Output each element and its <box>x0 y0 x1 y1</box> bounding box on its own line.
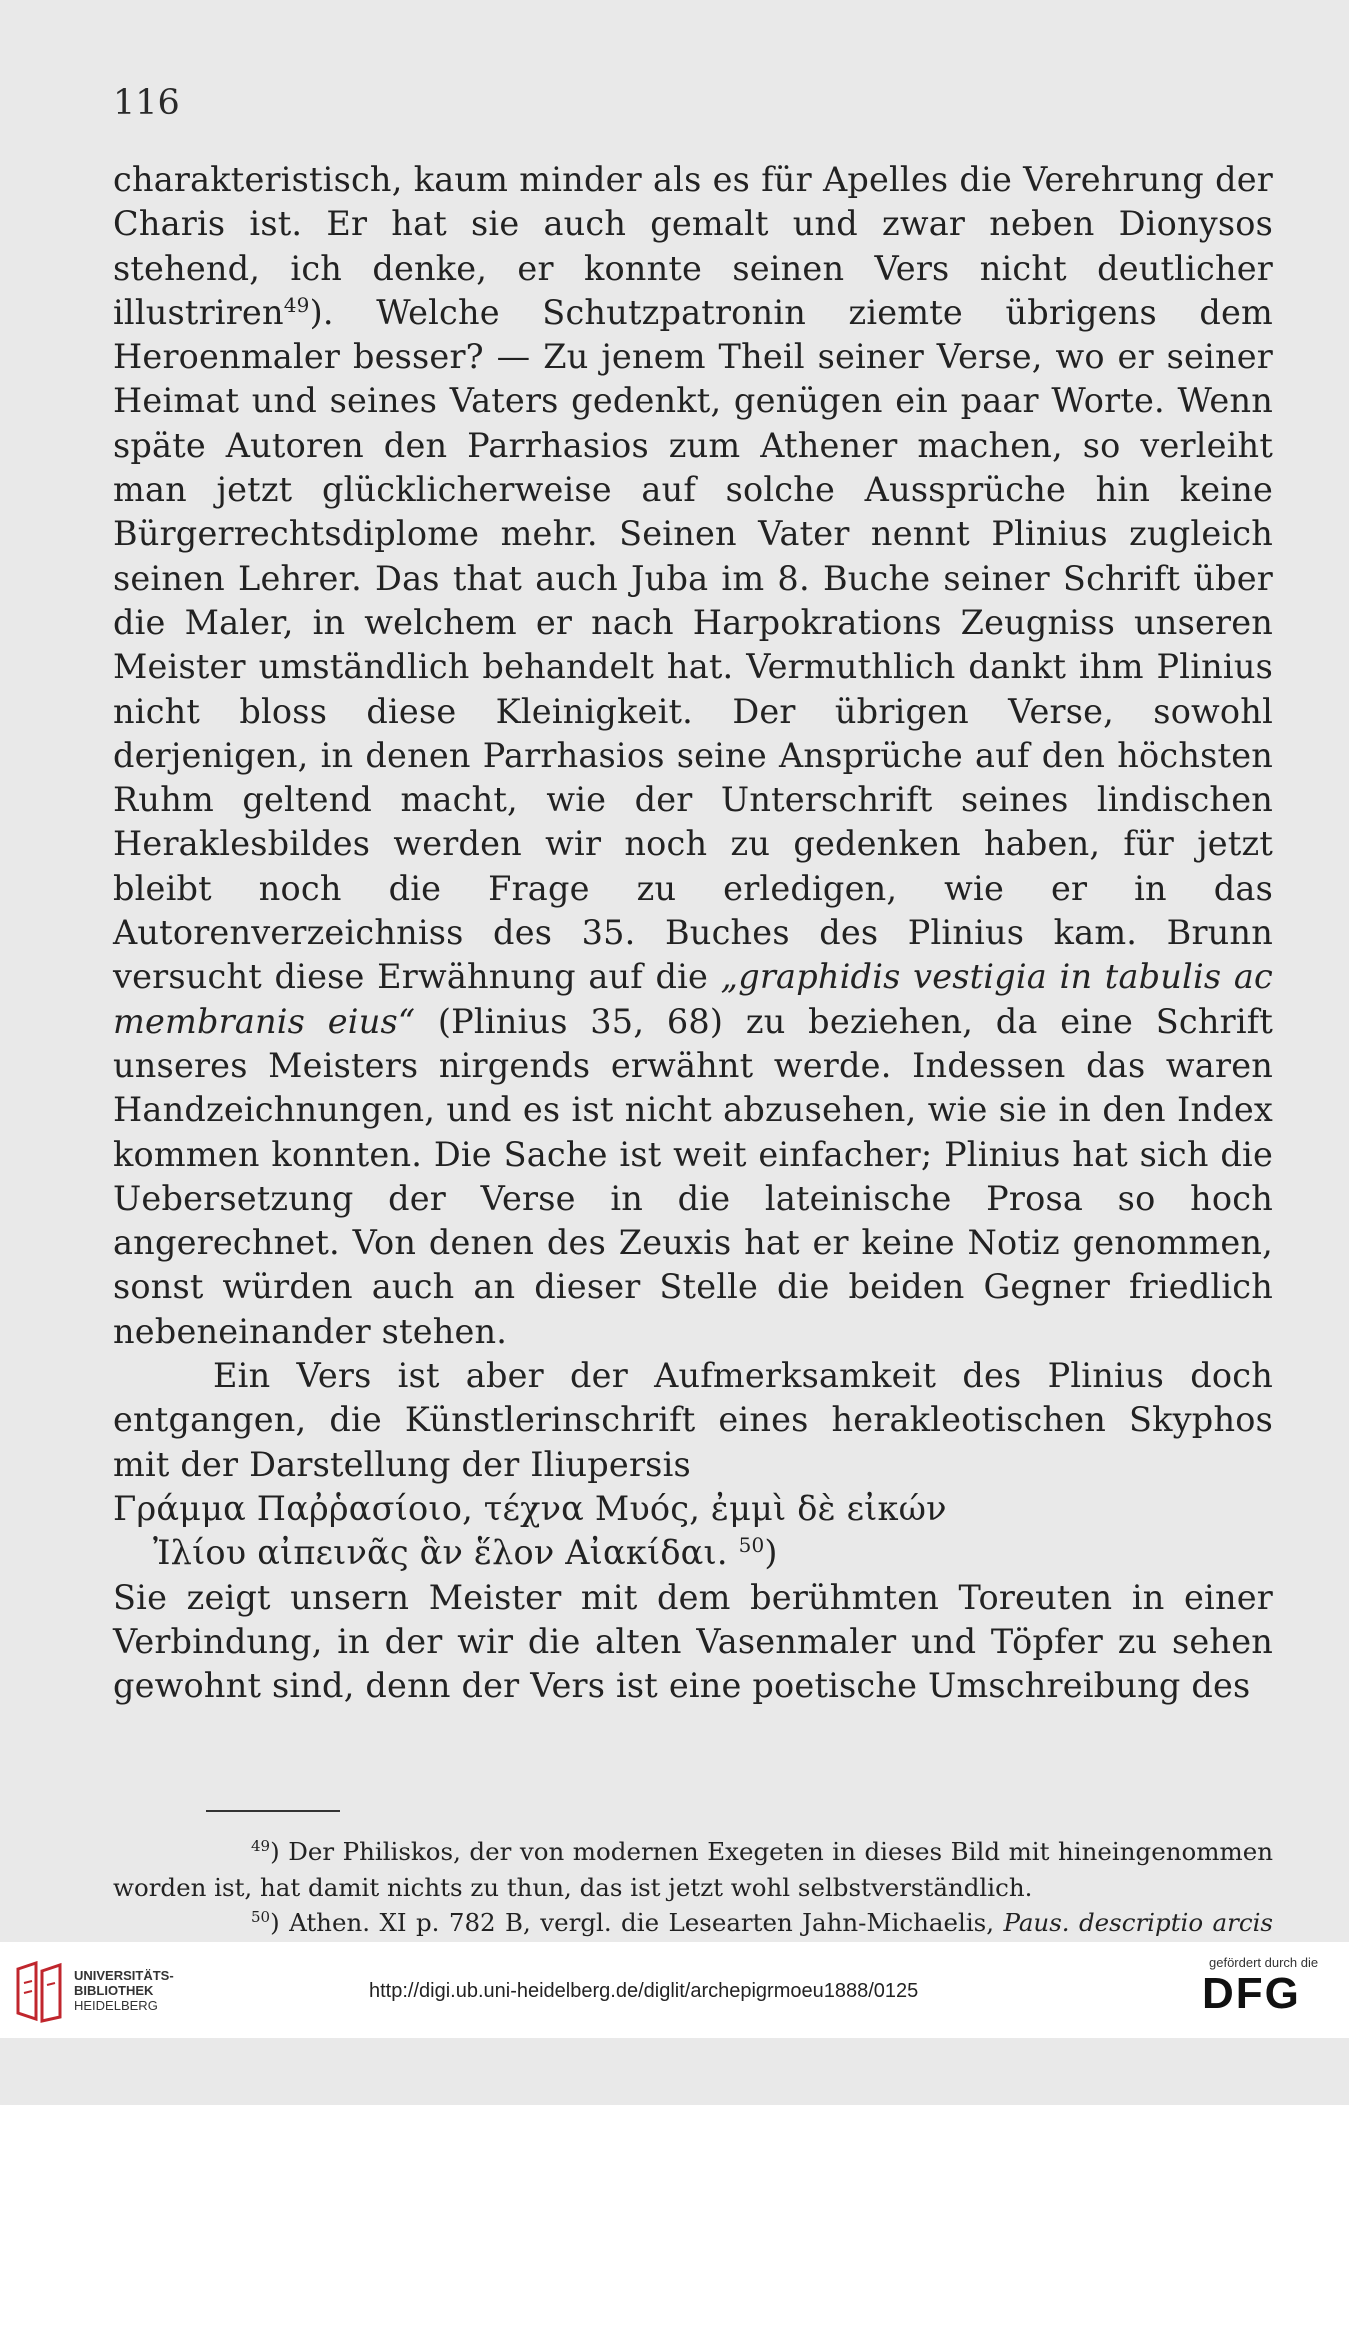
dfg-logo[interactable]: DFG <box>1202 1969 1301 2018</box>
paragraph-3: Sie zeigt unsern Meister mit dem berühmten Toreuten in einer Verbindung, in der wir die alten Vasenmaler und Töpfer zu sehen gewohnt sind, denn der Vers ist eine poetische Umschreibung des <box>113 1577 1273 1706</box>
footnote-ref-49[interactable]: 49 <box>283 292 310 317</box>
paragraph-1-text-a: charakteristisch, kaum minder als es für Apelles die Verehrung der Charis ist. Er hat sie auch gemalt und zwar neben Dionysos stehend, ich denke, er konnte seinen Vers nicht deutlicher illustriren <box>113 160 1273 332</box>
uni-name-line-1: UNIVERSITÄTS- <box>74 1968 174 1983</box>
footnote-49 <box>113 1834 1273 1905</box>
footnote-49-mark: 49 <box>251 1836 271 1855</box>
greek-verse-line-1: Γράμμα Παῤῥασίοιο, τέχνα Μυός, ἐμμὶ δὲ εἰκών <box>113 1488 947 1528</box>
latin-quotation: „graphidis vestigia in tabulis ac membranis eius“ <box>113 957 1273 1041</box>
university-library-logo-icon[interactable] <box>14 1961 66 2023</box>
footnote-ref-50[interactable]: 50 <box>738 1533 765 1558</box>
footnote-50-mark: 50 <box>251 1907 271 1926</box>
university-library-name <box>74 1968 174 2013</box>
greek-verse-line-2-text: Ἰλίου αἰπεινᾶς ἃν ἕλον Αἰακίδαι. <box>153 1533 728 1573</box>
uni-name-line-2: BIBLIOTHEK <box>74 1983 154 1998</box>
footnote-50-text-a: ) Athen. XI p. 782 B, vergl. die Lesearten Jahn-Michaelis, <box>270 1908 1004 1937</box>
paragraph-2: Ein Vers ist aber der Aufmerksamkeit des Plinius doch entgangen, die Künstlerinschrift eines herakleotischen Skyphos mit der Darstellung der Iliupersis <box>113 1356 1273 1484</box>
dfg-caption: gefördert durch die <box>1209 1955 1319 1970</box>
page-number: 116 <box>113 83 180 123</box>
paragraph-1-text-c: (Plinius 35, 68) zu beziehen, da eine Schrift unseres Meisters nirgends erwähnt werde. Indessen das waren Handzeichnungen, und es ist nicht abzusehen, wie sie in den Index kommen konnten. Die Sache ist weit einfacher; Plinius hat sich die Uebersetzung der Verse in die lateinische Prosa so hoch angerechnet. Von denen des Zeuxis hat er keine Notiz genommen, sonst würden auch an dieser Stelle die beiden Gegner friedlich nebeneinander stehen. <box>113 1001 1273 1351</box>
footnote-50-italic: Paus. descriptio arcis <box>1003 1908 1273 1937</box>
source-url-link[interactable]: http://digi.ub.uni-heidelberg.de/diglit/archepigrmoeu1888/0125 <box>369 1980 919 2002</box>
greek-verse-line-2 <box>113 1531 1273 1575</box>
body-text <box>113 158 1273 1708</box>
footnote-49-text: ) Der Philiskos, der von modernen Exegeten in dieses Bild mit hineingenommen worden ist, hat damit nichts zu thun, das ist jetzt wohl selbstverständlich. <box>113 1837 1273 1902</box>
greek-verse-line-2-close: ) <box>764 1533 778 1573</box>
paragraph-1-text-b: ). Welche Schutzpatronin ziemte übrigens dem Heroenmaler besser? — Zu jenem Theil seiner Verse, wo er seiner Heimat und seines Vaters gedenkt, genügen ein paar Worte. Wenn späte Autoren den Parrhasios zum Athener machen, so verleiht man jetzt glücklicherweise auf solche Aussprüche hin keine Bürgerrechtsdiplome mehr. Seinen Vater nennt Plinius zugleich seinen Lehrer. Das that auch Juba im 8. Buche seiner Schrift über die Maler, in welchem er nach Harpokrations Zeugniss unseren Meister umständlich behandelt hat. Vermuthlich dankt ihm Plinius nicht bloss diese Kleinigkeit. Der übrigen Verse, sowohl derjenigen, in denen Parrhasios seine Ansprüche auf den höchsten Ruhm geltend macht, wie der Unterschrift seines lindischen Heraklesbildes werden wir noch zu gedenken haben, für jetzt bleibt noch die Frage zu erledigen, wie er in das Autorenverzeichniss des 35. Buches des Plinius kam. Brunn versucht diese Erwähnung auf die <box>113 292 1273 997</box>
paragraph-1 <box>113 158 1273 1354</box>
uni-name-line-3: HEIDELBERG <box>74 1998 158 2013</box>
footnote-divider <box>206 1810 340 1812</box>
